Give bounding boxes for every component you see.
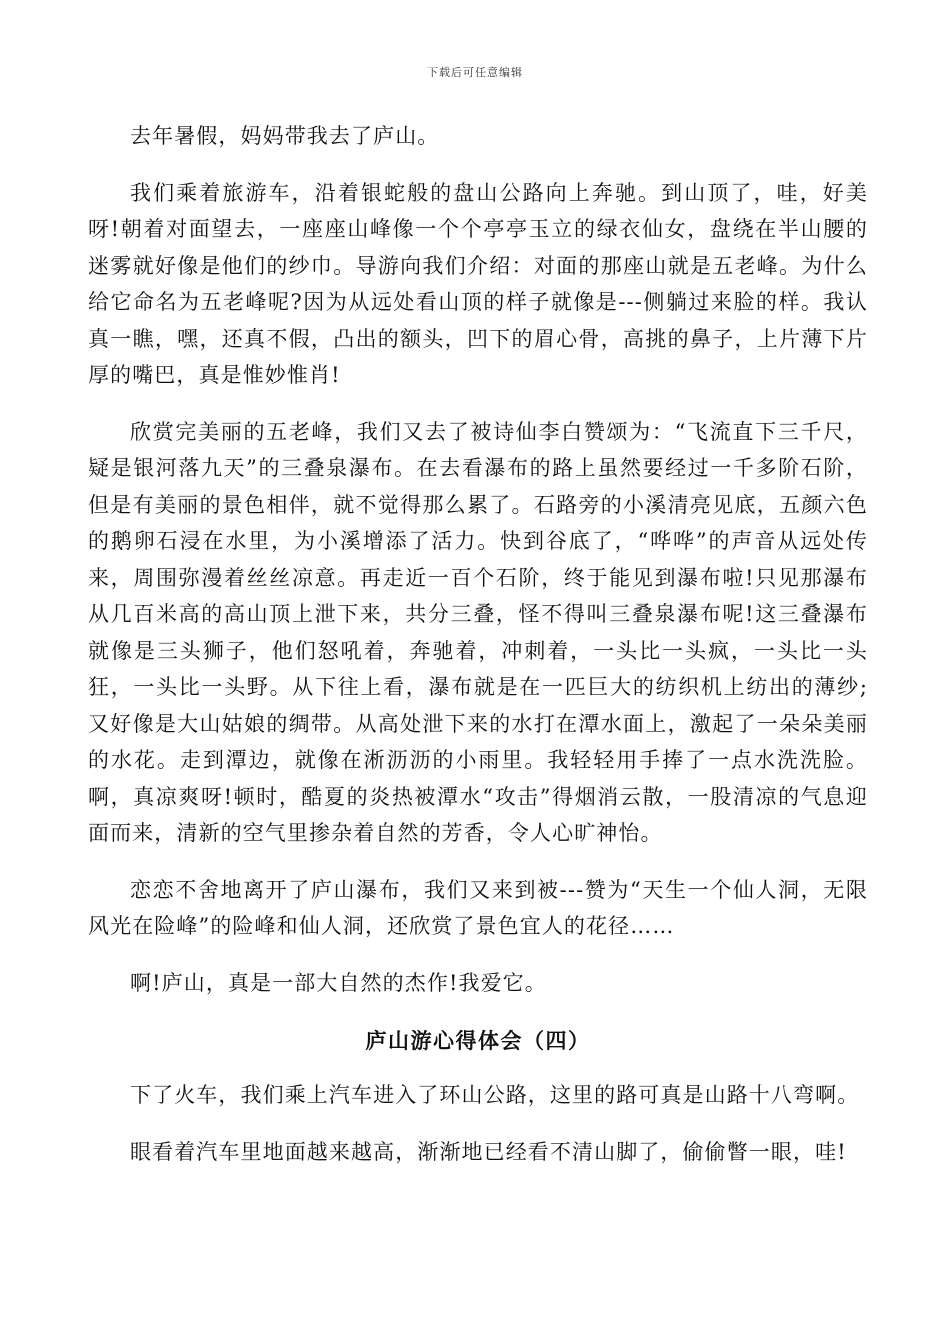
paragraph-waterfall: 欣赏完美丽的五老峰，我们又去了被诗仙李白赞颂为：“飞流直下三千尺，疑是银河落九天”的三叠泉瀑布。在去看瀑布的路上虽然要经过一千多阶石阶，但是有美丽的景色相伴，就不觉得那么累了。石路旁的小溪清亮见底，五颜六色的鹅卵石浸在水里，为小溪增添了活力。快到谷底了，“哗哗”的声音从远处传来，周围弥漫着丝丝凉意。再走近一百个石阶，终于能见到瀑布啦!只见那瀑布从几百米高的高山顶上泄下来，共分三叠，怪不得叫三叠泉瀑布呢!这三叠瀑布就像是三头狮子，他们怒吼着，奔驰着，冲刺着，一头比一头疯，一头比一头狂，一头比一头野。从下往上看，瀑布就是在一匹巨大的纺织机上纺出的薄纱;又好像是大山姑娘的绸带。从高处泄下来的水打在潭水面上，激起了一朵朵美丽的水花。走到潭边，就像在淅沥沥的小雨里。我轻轻用手捧了一点水洗洗脸。啊，真凉爽呀!顿时，酷夏的炎热被潭水“攻击”得烟消云散，一股清凉的气息迎面而来，清新的空气里掺杂着自然的芳香，令人心旷神怡。 (88, 419, 868, 845)
document-body (88, 118, 868, 1170)
paragraph-intro: 去年暑假，妈妈带我去了庐山。 (130, 124, 440, 148)
page-header: 下载后可任意编辑 (427, 66, 523, 79)
paragraph-conclusion: 啊!庐山，真是一部大自然的杰作!我爱它。 (130, 970, 547, 995)
paragraph-wulao-peak: 我们乘着旅游车，沿着银蛇般的盘山公路向上奔驰。到山顶了，哇，好美呀!朝着对面望去，一座座山峰像一个个亭亭玉立的绿衣仙女，盘绕在半山腰的迷雾就好像是他们的纱巾。导游向我们介绍：对面的那座山就是五老峰。为什么给它命名为五老峰呢?因为从远处看山顶的样子就像是---侧躺过来脸的样。我认真一瞧，嘿，还真不假，凸出的额头，凹下的眉心骨，高挑的鼻子，上片薄下片厚的嘴巴，真是惟妙惟肖! (88, 180, 868, 387)
paragraph-fairy-cave: 恋恋不舍地离开了庐山瀑布，我们又来到被---赞为“天生一个仙人洞，无限风光在险峰”的险峰和仙人洞，还欣赏了景色宜人的花径…… (88, 877, 868, 938)
paragraph-car-view: 眼看着汽车里地面越来越高，渐渐地已经看不清山脚了，偷偷瞥一眼，哇! (130, 1139, 847, 1164)
paragraph-train: 下了火车，我们乘上汽车进入了环山公路，这里的路可真是山路十八弯啊。 (130, 1083, 860, 1107)
section-title: 庐山游心得体会（四） (365, 1029, 591, 1053)
